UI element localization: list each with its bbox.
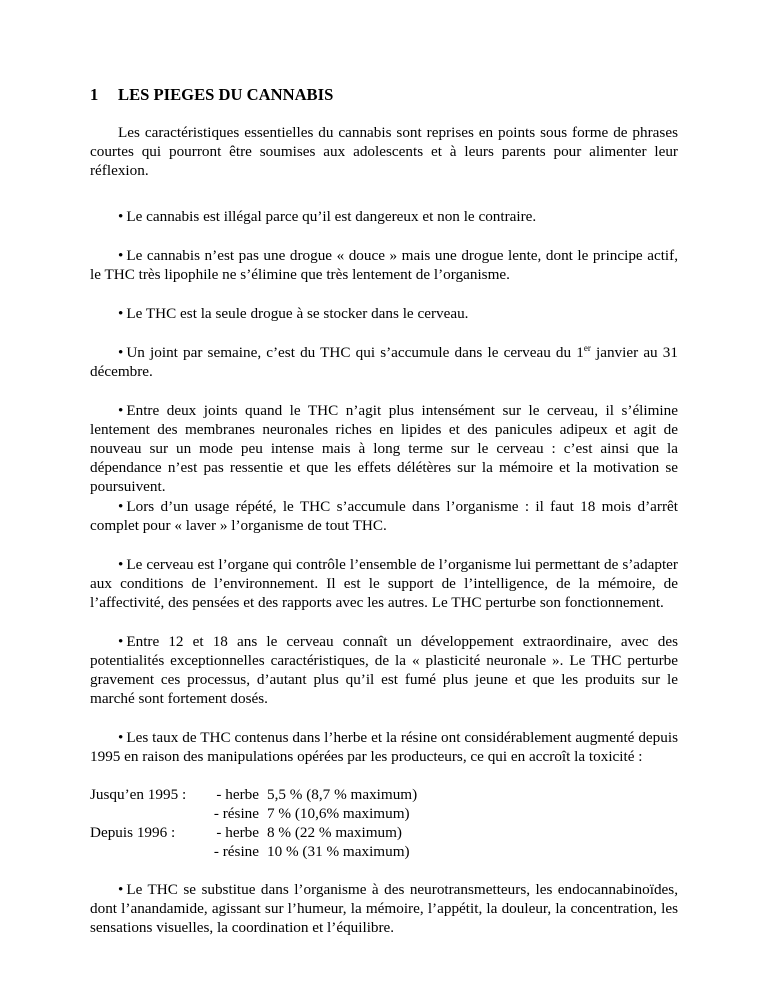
- ordinal-superscript: er: [583, 343, 591, 353]
- rates-row: [90, 804, 690, 823]
- rates-period: [90, 804, 201, 823]
- bullet-icon: •: [118, 633, 124, 650]
- point-3-text: Le THC est la seule drogue à se stocker dans le cerveau.: [126, 305, 469, 322]
- section-number: 1: [90, 85, 99, 104]
- rates-row: [90, 785, 690, 804]
- rates-product: - résine: [213, 843, 259, 860]
- rates-period: [90, 842, 201, 861]
- rates-row: [90, 823, 690, 842]
- rates-product: - résine: [213, 805, 259, 822]
- point-1: [90, 207, 678, 226]
- point-5: [90, 401, 678, 496]
- point-4-text-start: Un joint par semaine, c’est du THC qui s’accumule dans le cerveau du 1: [126, 344, 584, 361]
- rates-value: 10 % (31 % maximum): [267, 843, 410, 860]
- bullet-icon: •: [118, 305, 124, 322]
- point-6-text: Lors d’un usage répété, le THC s’accumule dans l’organisme : il faut 18 mois d’arrêt complet pour « laver » l’organisme de tout THC.: [90, 498, 678, 534]
- rates-value: 7 % (10,6% maximum): [267, 805, 410, 822]
- point-7-text: Le cerveau est l’organe qui contrôle l’ensemble de l’organisme lui permettant de s’adapter aux conditions de l’environnement. Il est le support de l’intelligence, de la mémoire, de l’affectivité, des pensées et des rapports avec les autres. Le THC perturbe son fonctionnement.: [90, 556, 678, 611]
- rates-product: - herbe: [216, 786, 259, 803]
- rates-value: 5,5 % (8,7 % maximum): [267, 786, 418, 803]
- point-4-text-end: janvier au 31 décembre.: [90, 344, 678, 380]
- point-8: [90, 632, 678, 708]
- point-2: [90, 246, 678, 284]
- point-4: [90, 343, 678, 381]
- bullet-icon: •: [118, 344, 124, 361]
- rates-value: 8 % (22 % maximum): [267, 824, 402, 841]
- section-title: LES PIEGES DU CANNABIS: [118, 85, 334, 104]
- rates-period: Depuis 1996 :: [90, 824, 176, 841]
- bullet-icon: •: [118, 556, 124, 573]
- point-6: [90, 497, 678, 535]
- bullet-icon: •: [118, 498, 124, 515]
- point-7: [90, 555, 678, 612]
- point-10-text: Le THC se substitue dans l’organisme à des neurotransmetteurs, les endocannabinoïdes, dont l’anandamide, agissant sur l’humeur, la mémoire, l’appétit, la douleur, la concentration, les sensations visuelles, la coordination et l’équilibre.: [90, 881, 678, 936]
- point-2-text: Le cannabis n’est pas une drogue « douce » mais une drogue lente, dont le principe actif, le THC très lipophile ne s’élimine que très lentement de l’organisme.: [90, 247, 678, 283]
- bullet-icon: •: [118, 729, 124, 746]
- bullet-icon: •: [118, 247, 124, 264]
- point-5-text: Entre deux joints quand le THC n’agit plus intensément sur le cerveau, il s’élimine lentement des membranes neuronales riches en lipides et des panicules adipeux et agit de nouveau sur un mode peu intense mais à long terme sur le cerveau : c’est ainsi que la dépendance n’est pas ressentie et que les effets délétères sur la mémoire et la motivation se poursuivent.: [90, 402, 678, 495]
- point-9-text: Les taux de THC contenus dans l’herbe et la résine ont considérablement augmenté depuis 1995 en raison des manipulations opérées par les producteurs, ce qui en accroît la toxicité :: [90, 729, 678, 765]
- rates-period: Jusqu’en 1995 :: [90, 786, 187, 803]
- point-1-text: Le cannabis est illégal parce qu’il est dangereux et non le contraire.: [126, 208, 537, 225]
- bullet-icon: •: [118, 208, 124, 225]
- intro-paragraph: Les caractéristiques essentielles du cannabis sont reprises en points sous forme de phrases courtes qui pourront être soumises aux adolescents et à leurs parents pour alimenter leur réflexion.: [90, 124, 678, 179]
- bullet-icon: •: [118, 881, 124, 898]
- point-9: [90, 728, 678, 766]
- rates-product: - herbe: [216, 824, 259, 841]
- section-heading: [90, 85, 333, 105]
- point-10: [90, 880, 678, 937]
- bullet-icon: •: [118, 402, 124, 419]
- thc-rates-table: [90, 785, 690, 861]
- point-8-text: Entre 12 et 18 ans le cerveau connaît un développement extraordinaire, avec des potentialités exceptionnelles caractéristiques, de la « plasticité neuronale ». Le THC perturbe gravement ces processus, d’autant plus qu’il est fumé plus jeune et que les produits sur le marché sont fortement dosés.: [90, 633, 678, 707]
- point-3: [90, 304, 678, 323]
- rates-row: [90, 842, 690, 861]
